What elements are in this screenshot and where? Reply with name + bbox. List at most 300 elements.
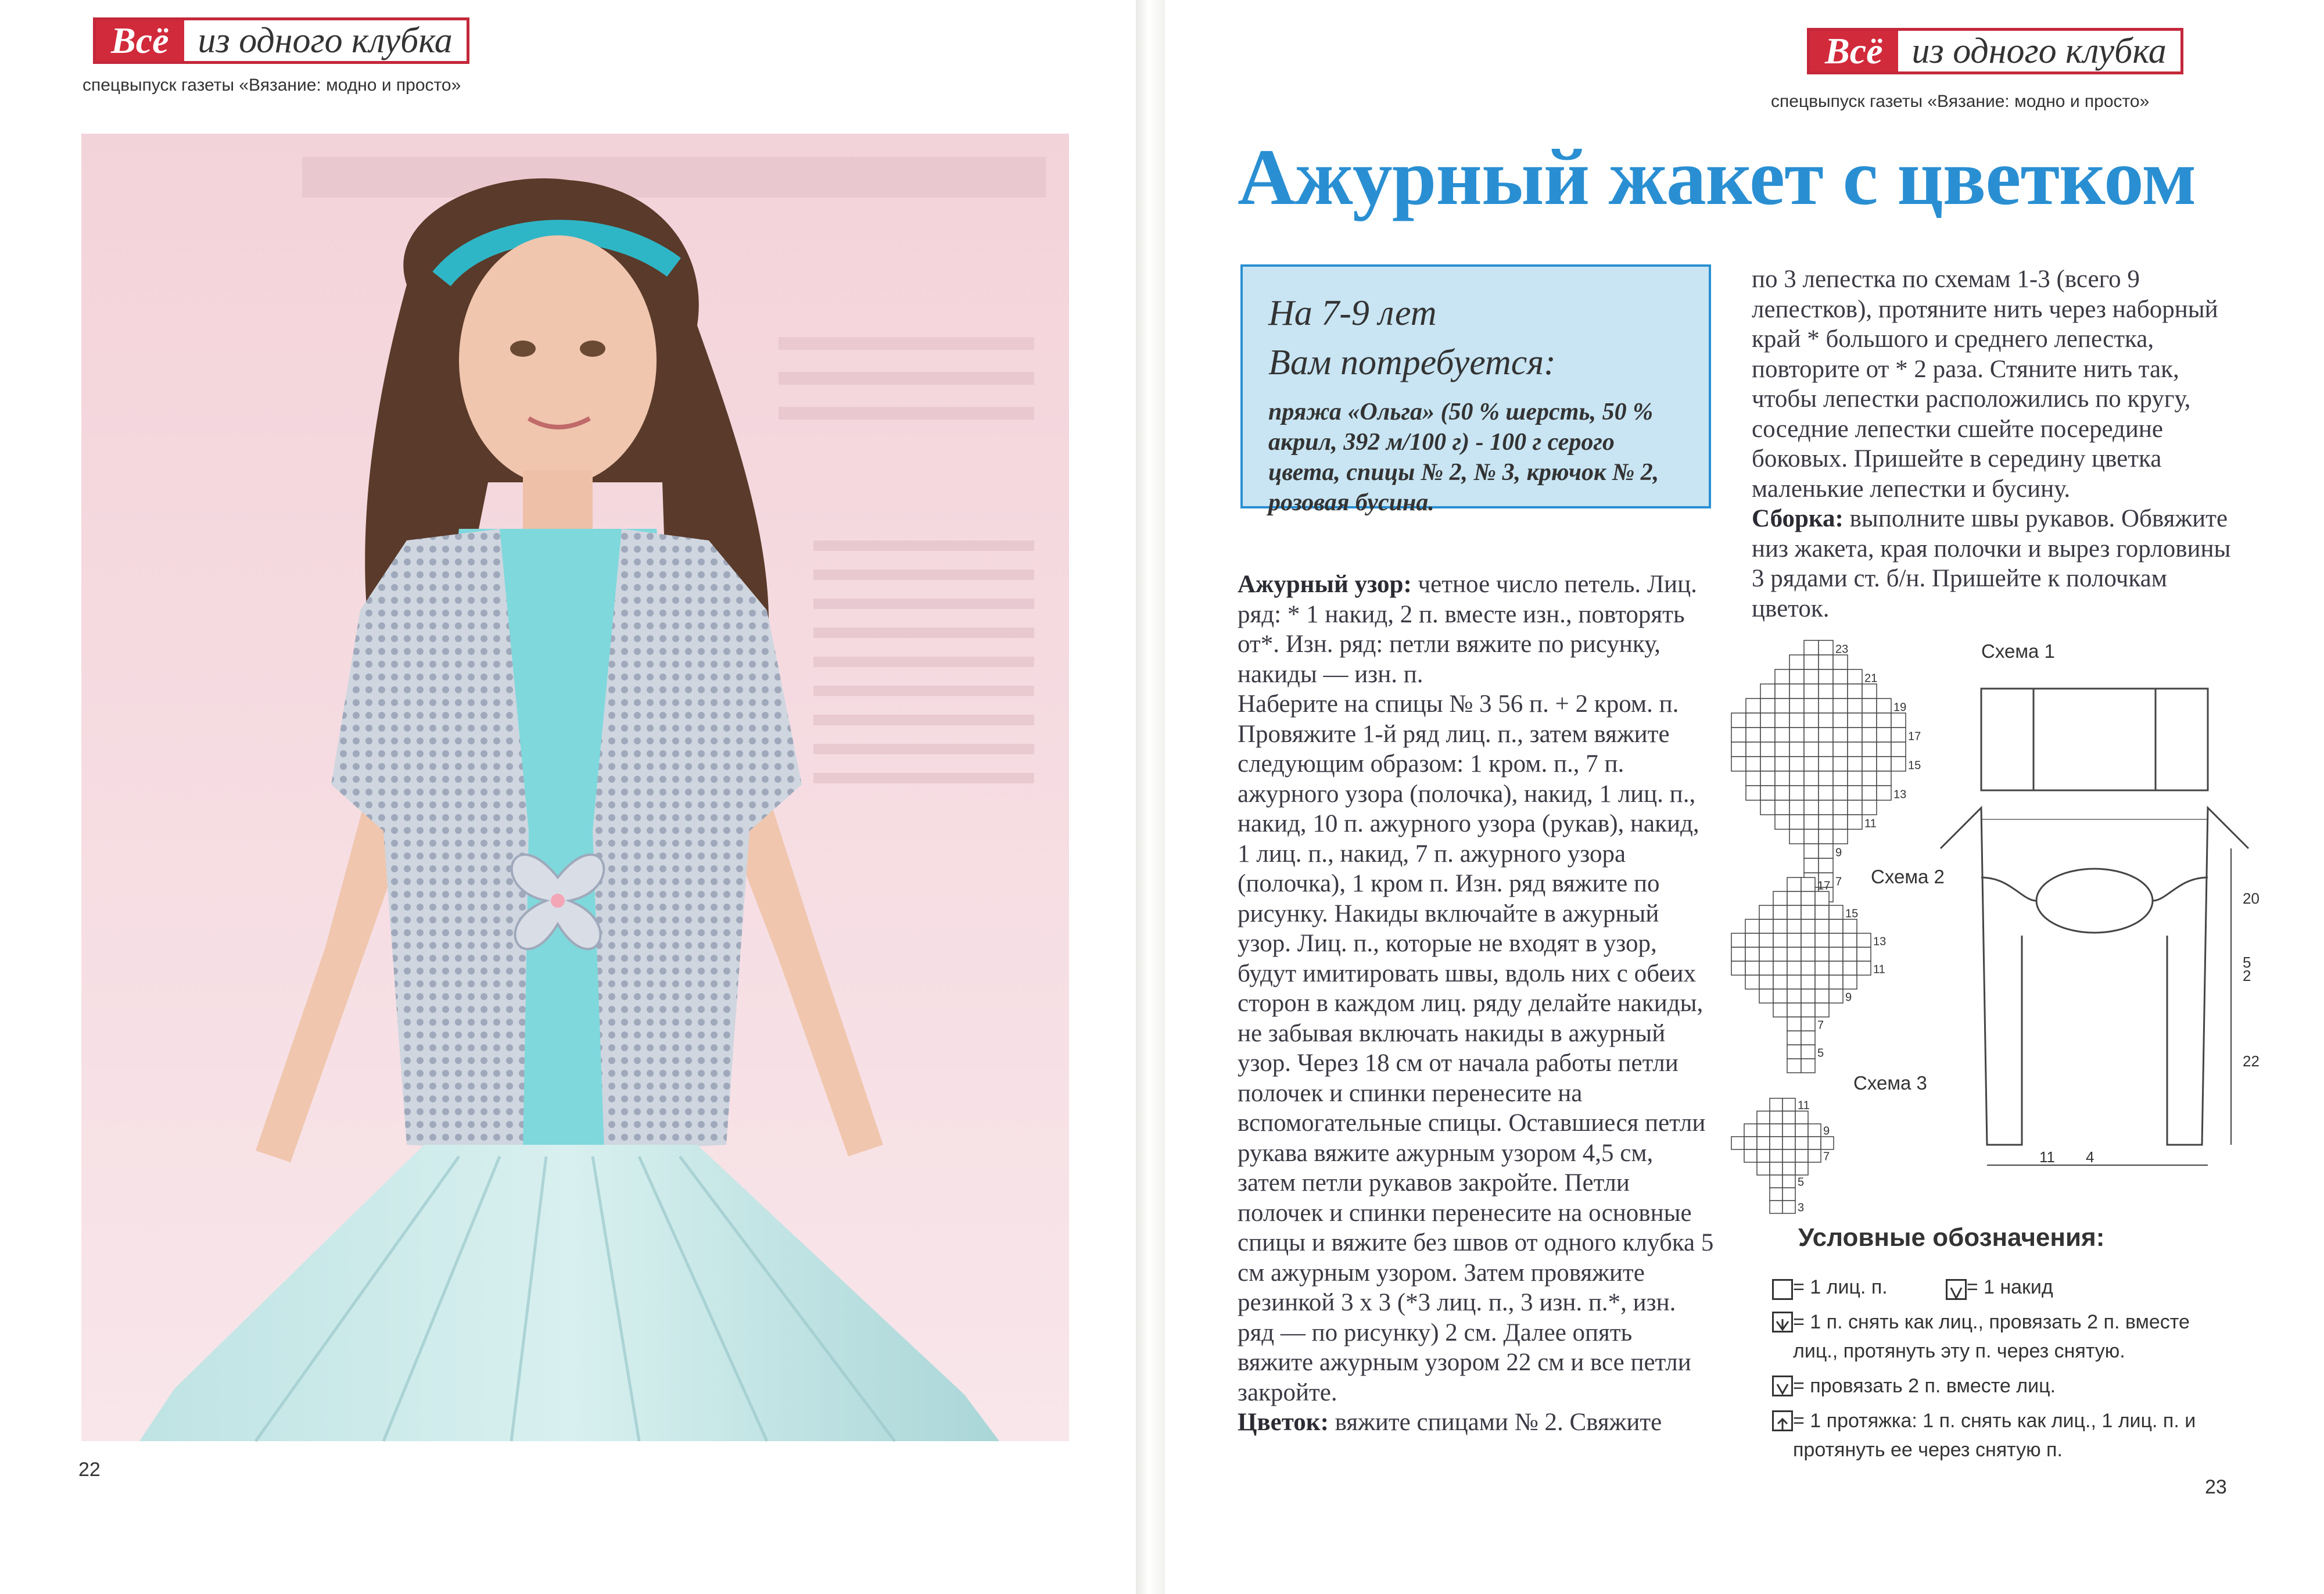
scheme-1-cell (1848, 699, 1862, 713)
masthead-subtitle: спецвыпуск газеты «Вязание: модно и просто» (1771, 92, 2150, 111)
masthead-title: из одного клубка (1898, 31, 2180, 71)
scheme-1-cell (1819, 844, 1833, 858)
scheme-3-cell (1770, 1124, 1783, 1137)
scheme-1-cell (1775, 800, 1789, 815)
scheme-2-cell (1787, 877, 1801, 891)
dimension-label: 22 (2243, 1052, 2260, 1070)
scheme-3-cell (1757, 1149, 1770, 1162)
scheme-1-cell (1760, 742, 1775, 757)
scheme-1-row-number: 11 (1864, 817, 1877, 830)
flower-continued-text: по 3 лепестка по схемам 1-3 (всего 9 лепестков), протяните нить через наборный край * большого и среднего лепестка, повторите от * 2 раза. Стяните нить так, чтобы лепестки расположились по кругу, соседние лепестки сшейте посередине боковых. Пришейте в середину цветка маленькие лепестки и бусину. (1752, 266, 2218, 503)
scheme-2-cell (1745, 919, 1759, 933)
scheme-1-cell (1760, 713, 1775, 728)
pattern-text: четное число петель. Лиц. ряд: * 1 накид, 2 п. вместе изн., повторять от*. Изн. ряд: петли вяжите по рисунку, накиды — изн. п. (1238, 571, 1697, 688)
scheme-1-cell (1833, 742, 1848, 757)
scheme-2-cell (1773, 933, 1787, 947)
scheme-1-cell (1775, 728, 1789, 742)
garment-schematic (1941, 808, 2022, 1145)
scheme-1-cell (1877, 757, 1891, 771)
scheme-diagrams (1708, 633, 2260, 1215)
scheme-2-cell (1801, 961, 1815, 975)
scheme-1-cell (1760, 728, 1775, 742)
scheme-2-cell (1773, 919, 1787, 933)
scheme-1-cell (1891, 757, 1906, 771)
scheme-1-cell (1760, 699, 1775, 713)
scheme-1-cell (1833, 699, 1848, 713)
scheme-1-cell (1862, 728, 1877, 742)
scheme-1-cell (1833, 771, 1848, 786)
scheme-1-cell (1819, 742, 1833, 757)
scheme-2-cell (1843, 919, 1857, 933)
scheme-2-cell (1815, 891, 1829, 905)
masthead (93, 17, 469, 64)
scheme-2-cell (1843, 933, 1857, 947)
scheme-1-cell (1819, 655, 1833, 669)
scheme-2-cell (1731, 933, 1745, 947)
scheme-2-cell (1759, 905, 1773, 919)
legend-item-text: = 1 накид (1966, 1276, 2053, 1298)
scheme-3-cell (1770, 1137, 1783, 1149)
scheme-1-cell (1877, 713, 1891, 728)
scheme-1-cell (1746, 786, 1760, 800)
scheme-1-cell (1819, 669, 1833, 684)
scheme-1-cell (1819, 640, 1833, 655)
scheme-1-cell (1819, 728, 1833, 742)
photo-girl-in-lace-cardigan (81, 134, 1069, 1441)
scheme-1-cell (1819, 684, 1833, 699)
scheme-2-cell (1829, 961, 1843, 975)
scheme-1-cell (1731, 728, 1746, 742)
scheme-2-row-number: 13 (1873, 935, 1887, 948)
garment-schematic (2153, 877, 2208, 901)
scheme-1-cell (1819, 786, 1833, 800)
scheme-3-cell (1821, 1137, 1834, 1149)
scheme-1-cell (1848, 757, 1862, 771)
scheme-1-cell (1862, 771, 1877, 786)
scheme-1-row-number: 15 (1908, 759, 1921, 772)
scheme-1-cell (1833, 684, 1848, 699)
scheme-2-cell (1773, 961, 1787, 975)
scheme-1-cell (1804, 815, 1819, 829)
scheme-3-row-number: 3 (1798, 1201, 1805, 1215)
scheme-2-cell (1857, 961, 1871, 975)
knitting-schemes (1708, 633, 2260, 1215)
scheme-2-cell (1801, 905, 1815, 919)
scheme-1-cell (1760, 786, 1775, 800)
scheme-3-cell (1783, 1124, 1795, 1137)
scheme-1-cell (1731, 713, 1746, 728)
scheme-1-row-number: 23 (1835, 643, 1849, 656)
scheme-2-cell (1787, 975, 1801, 989)
scheme-3-row-number: 11 (1798, 1099, 1810, 1112)
article-title: Ажурный жакет с цветком (1238, 132, 2196, 221)
scheme-3-cell (1770, 1188, 1783, 1201)
scheme-1-cell (1833, 786, 1848, 800)
scheme-1-cell (1804, 699, 1819, 713)
legend (1772, 1273, 2295, 1470)
scheme-1-cell (1789, 728, 1804, 742)
scheme-1-cell (1804, 742, 1819, 757)
garment-schematic (2167, 808, 2248, 1145)
masthead-tag: Всё (1810, 31, 1898, 71)
knit-stitch-symbol (1772, 1279, 1793, 1300)
scheme-3-cell (1795, 1137, 1808, 1149)
scheme-1-cell (1833, 728, 1848, 742)
scheme-1-cell (1804, 757, 1819, 771)
scheme-2-row-number: 15 (1845, 907, 1859, 920)
scheme-2-cell (1829, 933, 1843, 947)
scheme-3-cell (1770, 1175, 1783, 1188)
scheme-3-cell (1783, 1162, 1795, 1175)
masthead-tag: Всё (96, 20, 184, 61)
assembly-text: выполните швы рукавов. Обвяжите низ жакета, края полочки и вырез горловины 3 рядами ст. б/н. Пришейте к полочкам цветок. (1752, 505, 2231, 622)
scheme-1-cell (1789, 699, 1804, 713)
scheme-1-cell (1891, 742, 1906, 757)
scheme-2-row-number: 9 (1845, 991, 1852, 1004)
scheme-2-cell (1773, 947, 1787, 961)
scheme-1-cell (1746, 757, 1760, 771)
scheme-1-cell (1848, 800, 1862, 815)
scheme-1-row-number: 17 (1908, 730, 1921, 743)
k2tog-symbol (1772, 1376, 1793, 1396)
scheme-1-cell (1848, 713, 1862, 728)
scheme-2-cell (1773, 975, 1787, 989)
scheme-2-cell (1745, 961, 1759, 975)
scheme-1-cell (1760, 757, 1775, 771)
scheme-1-cell (1877, 786, 1891, 800)
scheme-1-cell (1760, 771, 1775, 786)
scheme-2-row-number: 5 (1817, 1047, 1824, 1060)
scheme-1-cell (1760, 684, 1775, 699)
scheme-3-cell (1783, 1175, 1795, 1188)
scheme-1-cell (1804, 713, 1819, 728)
scheme-2-cell (1801, 877, 1815, 891)
requirements-box (1240, 264, 1711, 516)
scheme-1-cell (1877, 699, 1891, 713)
scheme-3-cell (1757, 1162, 1770, 1175)
scheme-2-cell (1815, 989, 1829, 1003)
scheme-1-cell (1819, 815, 1833, 829)
scheme-2-cell (1829, 919, 1843, 933)
scheme-2-cell (1829, 947, 1843, 961)
scheme-1-cell (1848, 669, 1862, 684)
left-page (0, 0, 1136, 1594)
scheme-1-row-number: 9 (1835, 846, 1842, 859)
scheme-2-cell (1787, 905, 1801, 919)
scheme-2-cell (1759, 989, 1773, 1003)
flower-text: вяжите спицами № 2. Свяжите (1328, 1409, 1662, 1436)
scheme-1-cell (1877, 728, 1891, 742)
scheme-2-cell (1843, 975, 1857, 989)
masthead-title: из одного клубка (184, 20, 467, 61)
masthead (1807, 28, 2183, 74)
scheme-2-cell (1759, 947, 1773, 961)
scheme-2-cell (1801, 1017, 1815, 1031)
scheme-1-cell (1775, 757, 1789, 771)
sleeve-outline (1981, 689, 2208, 790)
scheme-1-cell (1848, 771, 1862, 786)
scheme-2-row-number: 7 (1817, 1019, 1824, 1032)
scheme-1-cell (1819, 699, 1833, 713)
scheme-2-cell (1773, 989, 1787, 1003)
scheme-1-cell (1804, 829, 1819, 844)
scheme-1-cell (1804, 858, 1819, 873)
double-decrease-symbol (1772, 1312, 1793, 1332)
scheme-1-cell (1760, 800, 1775, 815)
materials-list: пряжа «Ольга» (50 % шерсть, 50 % акрил, 392 м/100 г) - 100 г серого цвета, спицы № 2, № 3, крючок № 2, розовая бусина. (1268, 399, 1659, 516)
age-range: На 7-9 лет (1268, 293, 1437, 333)
scheme-2-cell (1801, 1003, 1815, 1017)
scheme-1-row-number: 19 (1893, 701, 1907, 714)
scheme-2-cell (1801, 933, 1815, 947)
scheme-1-cell (1848, 786, 1862, 800)
scheme-2-cell (1801, 1045, 1815, 1059)
scheme-3-cell (1808, 1124, 1821, 1137)
scheme-2-cell (1787, 919, 1801, 933)
scheme-1-cell (1833, 669, 1848, 684)
scheme-1-cell (1804, 786, 1819, 800)
photo-illustration (81, 134, 1069, 1441)
scheme-1-cell (1775, 815, 1789, 829)
scheme-2-cell (1801, 919, 1815, 933)
scheme-1-cell (1819, 829, 1833, 844)
scheme-1-cell (1775, 786, 1789, 800)
scheme-2-cell (1801, 1059, 1815, 1073)
scheme-3-cell (1744, 1149, 1757, 1162)
scheme-1-cell (1746, 742, 1760, 757)
scheme-2-cell (1843, 961, 1857, 975)
scheme-3-label: Схема 3 (1853, 1072, 1927, 1094)
scheme-3-cell (1783, 1111, 1795, 1124)
scheme-3-cell (1783, 1201, 1795, 1213)
scheme-1-cell (1819, 858, 1833, 873)
spine-gutter (1136, 0, 1165, 1594)
legend-item-text: = 1 п. снять как лиц., провязать 2 п. вместе лиц., протянуть эту п. через снятую. (1793, 1311, 2190, 1362)
scheme-1-cell (1804, 655, 1819, 669)
scheme-2-cell (1731, 947, 1745, 961)
scheme-1-cell (1804, 844, 1819, 858)
scheme-1-cell (1731, 742, 1746, 757)
scheme-1-cell (1746, 771, 1760, 786)
flower-label: Цветок: (1238, 1409, 1329, 1436)
scheme-1-cell (1789, 786, 1804, 800)
scheme-2-cell (1759, 919, 1773, 933)
scheme-3-row-number: 7 (1823, 1150, 1830, 1163)
scheme-1-cell (1804, 771, 1819, 786)
scheme-2-cell (1815, 919, 1829, 933)
scheme-1-cell (1731, 757, 1746, 771)
scheme-1-cell (1804, 669, 1819, 684)
scheme-2-row-number: 11 (1873, 963, 1885, 976)
scheme-1-cell (1877, 771, 1891, 786)
scheme-2-cell (1745, 947, 1759, 961)
scheme-1-cell (1775, 742, 1789, 757)
scheme-1-cell (1746, 699, 1760, 713)
yarn-over-symbol (1946, 1279, 1967, 1300)
assembly-label: Сборка: (1752, 505, 1844, 532)
scheme-1-cell (1833, 800, 1848, 815)
dimension-label: 5 (2243, 954, 2251, 971)
scheme-3-row-number: 9 (1823, 1124, 1830, 1138)
scheme-1-cell (1877, 742, 1891, 757)
scheme-2-cell (1787, 989, 1801, 1003)
scheme-1-cell (1789, 757, 1804, 771)
scheme-2-cell (1857, 947, 1871, 961)
scheme-1-cell (1833, 757, 1848, 771)
scheme-1-cell (1746, 713, 1760, 728)
legend-item-text: = провязать 2 п. вместе лиц. (1793, 1375, 2056, 1397)
scheme-1-cell (1848, 815, 1862, 829)
scheme-3-cell (1744, 1137, 1757, 1149)
scheme-2-cell (1815, 947, 1829, 961)
scheme-2-row-number: 17 (1817, 879, 1831, 893)
scheme-2-cell (1815, 933, 1829, 947)
scheme-1-cell (1804, 728, 1819, 742)
scheme-2-cell (1787, 1031, 1801, 1045)
scheme-3-cell (1795, 1162, 1808, 1175)
scheme-1-cell (1775, 684, 1789, 699)
legend-title: Условные обозначения: (1798, 1223, 2105, 1252)
scheme-2-cell (1857, 933, 1871, 947)
scheme-3-cell (1808, 1137, 1821, 1149)
scheme-1-cell (1862, 800, 1877, 815)
garment-schematic (1981, 689, 2208, 790)
scheme-2-cell (1787, 1017, 1801, 1031)
scheme-3-cell (1770, 1111, 1783, 1124)
scheme-1-cell (1862, 742, 1877, 757)
scheme-3-cell (1783, 1188, 1795, 1201)
legend-item-text: = 1 протяжка: 1 п. снять как лиц., 1 лиц. п. и протянуть ее через снятую п. (1793, 1410, 2196, 1461)
scheme-1-cell (1848, 684, 1862, 699)
scheme-2-cell (1745, 933, 1759, 947)
scheme-3-cell (1783, 1149, 1795, 1162)
scheme-1-cell (1789, 771, 1804, 786)
scheme-1-cell (1833, 713, 1848, 728)
scheme-1-cell (1775, 669, 1789, 684)
scheme-1-row-number: 21 (1864, 672, 1878, 685)
scheme-1-row-number: 7 (1835, 875, 1842, 889)
body-paragraph: Наберите на спицы № 3 56 п. + 2 кром. п. Провяжите 1-й ряд лиц. п., затем вяжите следующим образом: 1 кром. п., 7 п. ажурного узора (полочка), накид, 1 лиц. п., накид, 10 п. ажурного узора (рукав), накид, 1 лиц. п., накид, 7 п. ажурного узора (полочка), 1 кром п. Изн. ряд вяжите по рисунку. Накиды включайте в ажурный узор. Лиц. п., которые не входят в узор, будут имитировать швы, вдоль них с обеих сторон в каждом лиц. ряду делайте накиды, не забывая включать накиды в ажурный узор. Через 18 см от начала работы петли полочек и спинки перенесите на вспомогательные спицы. Оставшиеся петли рукава вяжите ажурным узором 4,5 см, затем петли рукавов закройте. Петли полочек и спинки перенесите на основные спицы и вяжите без швов от одного клубка 5 см ажурным узором. Затем провяжите резинкой 3 х 3 (*3 лиц. п., 3 изн. п.*, изн. ряд — по рисунку) 2 см. Далее опять вяжите ажурным узором 22 см и все петли закройте. (1238, 690, 1714, 1406)
scheme-1-cell (1819, 800, 1833, 815)
scheme-1-cell (1789, 829, 1804, 844)
scheme-1-label: Схема 1 (1981, 640, 2055, 662)
scheme-2-cell (1759, 933, 1773, 947)
scheme-1-cell (1789, 815, 1804, 829)
scheme-2-cell (1773, 1003, 1787, 1017)
garment-schematic (1981, 877, 2036, 901)
scheme-1-cell (1819, 771, 1833, 786)
scheme-2-cell (1787, 933, 1801, 947)
scheme-1-cell (1862, 757, 1877, 771)
scheme-2-cell (1787, 1045, 1801, 1059)
scheme-1-cell (1789, 742, 1804, 757)
scheme-2-cell (1815, 961, 1829, 975)
scheme-1-cell (1862, 684, 1877, 699)
scheme-3-cell (1783, 1098, 1795, 1111)
scheme-1-cell (1789, 655, 1804, 669)
scheme-3-cell (1783, 1137, 1795, 1149)
instructions-column-right (1752, 264, 2240, 624)
scheme-2-cell (1787, 1003, 1801, 1017)
scheme-3-cell (1795, 1149, 1808, 1162)
scheme-1-cell (1848, 728, 1862, 742)
scheme-1-cell (1775, 713, 1789, 728)
scheme-1-cell (1819, 713, 1833, 728)
scheme-3-cell (1808, 1149, 1821, 1162)
legend-item-text: = 1 лиц. п. (1793, 1276, 1888, 1298)
neckline-outline (2036, 869, 2153, 933)
scheme-3-cell (1770, 1201, 1783, 1213)
scheme-2-cell (1731, 961, 1745, 975)
scheme-1-cell (1789, 684, 1804, 699)
scheme-1-cell (1833, 829, 1848, 844)
scheme-3-cell (1731, 1137, 1744, 1149)
scheme-2-cell (1759, 961, 1773, 975)
scheme-3-cell (1744, 1124, 1757, 1137)
scheme-1-cell (1833, 655, 1848, 669)
scheme-3-row-number: 5 (1798, 1176, 1805, 1189)
scheme-2-cell (1773, 891, 1787, 905)
scheme-1-cell (1891, 713, 1906, 728)
scheme-1-cell (1804, 800, 1819, 815)
scheme-2-cell (1815, 905, 1829, 919)
dimension-label: 20 (2243, 890, 2260, 907)
page-number: 22 (78, 1459, 101, 1481)
dimension-label: 2 (2243, 967, 2251, 984)
scheme-1-cell (1862, 713, 1877, 728)
scheme-1-cell (1848, 742, 1862, 757)
scheme-1-cell (1746, 728, 1760, 742)
scheme-1-cell (1775, 699, 1789, 713)
scheme-2-cell (1829, 905, 1843, 919)
scheme-1-cell (1789, 713, 1804, 728)
scheme-3-cell (1757, 1124, 1770, 1137)
scheme-3-cell (1795, 1124, 1808, 1137)
scheme-1-cell (1804, 640, 1819, 655)
scheme-3-cell (1770, 1149, 1783, 1162)
scheme-2-cell (1801, 975, 1815, 989)
scheme-2-cell (1829, 975, 1843, 989)
scheme-1-cell (1804, 684, 1819, 699)
scheme-2-cell (1745, 975, 1759, 989)
scheme-1-cell (1789, 800, 1804, 815)
scheme-2-cell (1815, 1003, 1829, 1017)
dimension-label: 4 (2086, 1148, 2095, 1166)
scheme-2-cell (1801, 1031, 1815, 1045)
scheme-2-cell (1801, 989, 1815, 1003)
scheme-1-cell (1891, 728, 1906, 742)
scheme-1-cell (1789, 669, 1804, 684)
scheme-1-row-number: 13 (1893, 788, 1907, 801)
scheme-1-cell (1775, 771, 1789, 786)
scheme-3-cell (1770, 1098, 1783, 1111)
scheme-2-cell (1787, 1059, 1801, 1073)
scheme-2-cell (1759, 975, 1773, 989)
scheme-3-cell (1795, 1111, 1808, 1124)
scheme-2-cell (1787, 947, 1801, 961)
scheme-2-cell (1801, 891, 1815, 905)
page-number: 23 (2205, 1476, 2227, 1498)
dimension-label: 11 (2039, 1148, 2055, 1166)
scheme-2-cell (1787, 961, 1801, 975)
masthead-subtitle: спецвыпуск газеты «Вязание: модно и просто» (83, 76, 461, 95)
scheme-2-label: Схема 2 (1871, 866, 1945, 887)
scheme-1-cell (1862, 699, 1877, 713)
ssk-symbol (1772, 1410, 1793, 1431)
scheme-2-cell (1815, 975, 1829, 989)
scheme-1-cell (1862, 786, 1877, 800)
scheme-2-cell (1843, 947, 1857, 961)
